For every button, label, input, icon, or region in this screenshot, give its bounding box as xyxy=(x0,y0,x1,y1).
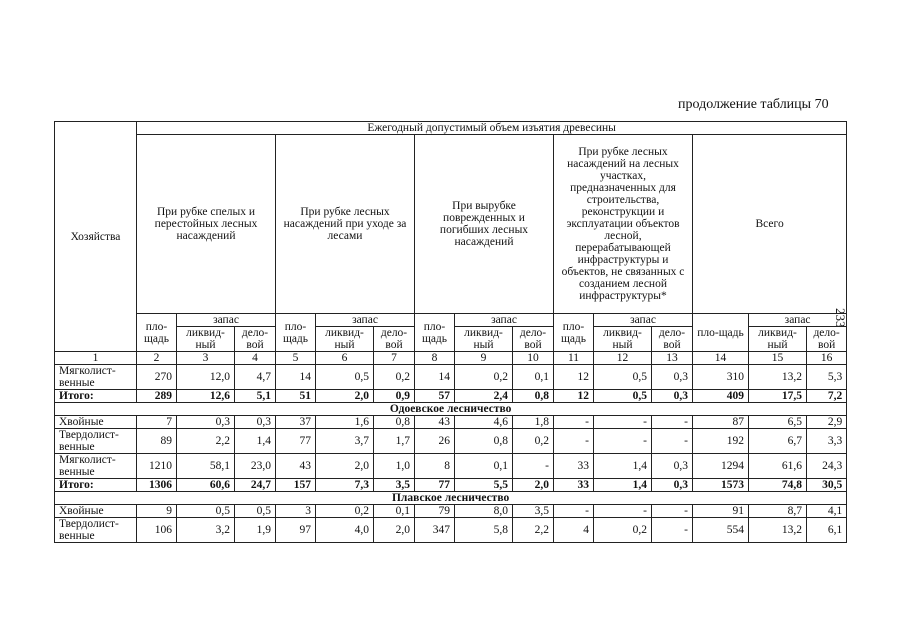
header-stock: запас xyxy=(316,314,415,327)
row-name: Мягколист-венные xyxy=(55,454,137,479)
cell-value: 2,4 xyxy=(455,390,513,403)
table-row xyxy=(55,454,847,479)
cell-value: 3 xyxy=(276,505,316,518)
cell-value: 14 xyxy=(415,365,455,390)
cell-value: 26 xyxy=(415,429,455,454)
header-business: дело-вой xyxy=(513,327,554,352)
cell-value: 7,3 xyxy=(316,479,374,492)
cell-value: - xyxy=(554,505,594,518)
cell-value: 0,8 xyxy=(374,416,415,429)
cell-value: 0,3 xyxy=(177,416,235,429)
cell-value: 1,8 xyxy=(513,416,554,429)
table-row xyxy=(55,505,847,518)
cell-value: 79 xyxy=(415,505,455,518)
cell-value: 0,3 xyxy=(652,390,693,403)
header-stock: запас xyxy=(594,314,693,327)
cell-value: 4,0 xyxy=(316,518,374,543)
cell-value: 74,8 xyxy=(749,479,807,492)
cell-value: 12,6 xyxy=(177,390,235,403)
cell-value: 1,6 xyxy=(316,416,374,429)
cell-value: 0,2 xyxy=(513,429,554,454)
cell-value: 1,4 xyxy=(594,479,652,492)
cell-value: 289 xyxy=(137,390,177,403)
cell-value: 1,7 xyxy=(374,429,415,454)
cell-value: 30,5 xyxy=(807,479,847,492)
header-stock: запас xyxy=(749,314,847,327)
cell-value: - xyxy=(652,429,693,454)
header-stock: запас xyxy=(177,314,276,327)
cell-value: 0,3 xyxy=(235,416,276,429)
cell-value: 2,0 xyxy=(316,454,374,479)
cell-value: 0,1 xyxy=(513,365,554,390)
header-area: пло-щадь xyxy=(276,314,316,352)
cell-value: 1,9 xyxy=(235,518,276,543)
header-liquid: ликвид-ный xyxy=(316,327,374,352)
cell-value: 24,7 xyxy=(235,479,276,492)
cell-value: 4,1 xyxy=(807,505,847,518)
cell-value: 1573 xyxy=(693,479,749,492)
cell-value: - xyxy=(594,429,652,454)
cell-value: 13,2 xyxy=(749,365,807,390)
cell-value: 2,0 xyxy=(374,518,415,543)
cell-value: 3,2 xyxy=(177,518,235,543)
section-plavsk-row xyxy=(55,492,847,505)
cell-value: 3,5 xyxy=(374,479,415,492)
cell-value: 17,5 xyxy=(749,390,807,403)
cell-value: 157 xyxy=(276,479,316,492)
header-farm: Хозяйства xyxy=(55,122,137,352)
cell-value: 33 xyxy=(554,454,594,479)
cell-value: 2,9 xyxy=(807,416,847,429)
cell-value: 13,2 xyxy=(749,518,807,543)
cell-value: 51 xyxy=(276,390,316,403)
cell-value: 270 xyxy=(137,365,177,390)
cell-value: 1210 xyxy=(137,454,177,479)
cell-value: 1,4 xyxy=(235,429,276,454)
header-liquid: ликвид-ный xyxy=(594,327,652,352)
header-liquid: ликвид-ный xyxy=(177,327,235,352)
table-row xyxy=(55,429,847,454)
cell-value: 3,3 xyxy=(807,429,847,454)
cell-value: - xyxy=(652,416,693,429)
cell-value: 409 xyxy=(693,390,749,403)
cell-value: 5,3 xyxy=(807,365,847,390)
cell-value: 0,1 xyxy=(374,505,415,518)
column-number: 5 xyxy=(276,352,316,365)
column-number: 4 xyxy=(235,352,276,365)
header-business: дело-вой xyxy=(652,327,693,352)
header-main: Ежегодный допустимый объем изъятия древесины xyxy=(137,122,847,135)
table-row xyxy=(55,365,847,390)
cell-value: 0,2 xyxy=(374,365,415,390)
row-name: Хвойные xyxy=(55,505,137,518)
cell-value: 14 xyxy=(276,365,316,390)
cell-value: 4,7 xyxy=(235,365,276,390)
section-odoev: Одоевское лесничество xyxy=(55,403,847,416)
cell-value: 7 xyxy=(137,416,177,429)
cell-value: 37 xyxy=(276,416,316,429)
column-number: 7 xyxy=(374,352,415,365)
cell-value: 4,6 xyxy=(455,416,513,429)
cell-value: - xyxy=(554,429,594,454)
cell-value: - xyxy=(652,518,693,543)
cell-value: 0,1 xyxy=(455,454,513,479)
header-area: пло-щадь xyxy=(693,314,749,352)
table-row xyxy=(55,416,847,429)
cell-value: 12 xyxy=(554,365,594,390)
cell-value: 0,5 xyxy=(594,390,652,403)
cell-value: 7,2 xyxy=(807,390,847,403)
header-area: пло-щадь xyxy=(554,314,594,352)
cell-value: 77 xyxy=(276,429,316,454)
cell-value: 6,7 xyxy=(749,429,807,454)
cell-value: 0,8 xyxy=(455,429,513,454)
cell-value: 24,3 xyxy=(807,454,847,479)
cell-value: 57 xyxy=(415,390,455,403)
header-group-2: При рубке лесных насаждений при уходе за лесами xyxy=(276,135,415,314)
cell-value: 0,5 xyxy=(177,505,235,518)
cell-value: 0,3 xyxy=(652,454,693,479)
cell-value: 2,2 xyxy=(177,429,235,454)
column-number: 14 xyxy=(693,352,749,365)
cell-value: 554 xyxy=(693,518,749,543)
total-row xyxy=(55,479,847,492)
cell-value: 2,0 xyxy=(513,479,554,492)
cell-value: 23,0 xyxy=(235,454,276,479)
cell-value: 0,5 xyxy=(235,505,276,518)
row-name: Итого: xyxy=(55,479,137,492)
cell-value: 0,8 xyxy=(513,390,554,403)
cell-value: 77 xyxy=(415,479,455,492)
cell-value: 1306 xyxy=(137,479,177,492)
cell-value: 3,7 xyxy=(316,429,374,454)
cell-value: - xyxy=(594,416,652,429)
cell-value: 2,0 xyxy=(316,390,374,403)
cell-value: 6,5 xyxy=(749,416,807,429)
forest-harvest-table xyxy=(54,121,847,543)
cell-value: 5,8 xyxy=(455,518,513,543)
row-name: Твердолист-венные xyxy=(55,518,137,543)
cell-value: 9 xyxy=(137,505,177,518)
cell-value: - xyxy=(594,505,652,518)
cell-value: - xyxy=(513,454,554,479)
table-caption: продолжение таблицы 70 xyxy=(678,97,829,112)
page-number: 233 xyxy=(833,308,848,328)
cell-value: 347 xyxy=(415,518,455,543)
cell-value: 1294 xyxy=(693,454,749,479)
cell-value: 0,3 xyxy=(652,365,693,390)
table-row xyxy=(55,518,847,543)
cell-value: 310 xyxy=(693,365,749,390)
cell-value: 87 xyxy=(693,416,749,429)
cell-value: 12,0 xyxy=(177,365,235,390)
cell-value: 33 xyxy=(554,479,594,492)
cell-value: 8,7 xyxy=(749,505,807,518)
cell-value: 1,0 xyxy=(374,454,415,479)
column-number: 13 xyxy=(652,352,693,365)
cell-value: 97 xyxy=(276,518,316,543)
cell-value: 58,1 xyxy=(177,454,235,479)
column-number: 16 xyxy=(807,352,847,365)
column-number: 6 xyxy=(316,352,374,365)
cell-value: 0,5 xyxy=(316,365,374,390)
cell-value: 43 xyxy=(415,416,455,429)
cell-value: 192 xyxy=(693,429,749,454)
column-number: 2 xyxy=(137,352,177,365)
column-number: 3 xyxy=(177,352,235,365)
cell-value: 4 xyxy=(554,518,594,543)
cell-value: 0,2 xyxy=(316,505,374,518)
cell-value: 0,5 xyxy=(594,365,652,390)
header-group-5: Всего xyxy=(693,135,847,314)
header-business: дело-вой xyxy=(235,327,276,352)
cell-value: 89 xyxy=(137,429,177,454)
header-business: дело-вой xyxy=(374,327,415,352)
cell-value: - xyxy=(652,505,693,518)
column-number: 8 xyxy=(415,352,455,365)
cell-value: 8,0 xyxy=(455,505,513,518)
cell-value: 0,2 xyxy=(455,365,513,390)
row-name: Мягколист-венные xyxy=(55,365,137,390)
row-name: Твердолист-венные xyxy=(55,429,137,454)
header-area: пло-щадь xyxy=(415,314,455,352)
cell-value: 0,9 xyxy=(374,390,415,403)
header-group-1: При рубке спелых и перестойных лесных насаждений xyxy=(137,135,276,314)
column-number: 15 xyxy=(749,352,807,365)
column-number: 1 xyxy=(55,352,137,365)
header-group-3: При вырубке поврежденных и погибших лесных насаждений xyxy=(415,135,554,314)
header-stock: запас xyxy=(455,314,554,327)
cell-value: - xyxy=(554,416,594,429)
cell-value: 8 xyxy=(415,454,455,479)
cell-value: 61,6 xyxy=(749,454,807,479)
column-number: 9 xyxy=(455,352,513,365)
total-row xyxy=(55,390,847,403)
row-name: Хвойные xyxy=(55,416,137,429)
section-odoev-row xyxy=(55,403,847,416)
cell-value: 6,1 xyxy=(807,518,847,543)
header-group-4: При рубке лесных насаждений на лесных участках, предназначенных для строительства, реконструкции и эксплуатации объектов лесной, перерабатывающей инфраструктуры и объектов, не связанных с созданием лесной инфраструктуры* xyxy=(554,135,693,314)
column-number: 11 xyxy=(554,352,594,365)
cell-value: 12 xyxy=(554,390,594,403)
cell-value: 91 xyxy=(693,505,749,518)
section-plavsk: Плавское лесничество xyxy=(55,492,847,505)
cell-value: 60,6 xyxy=(177,479,235,492)
row-name: Итого: xyxy=(55,390,137,403)
cell-value: 1,4 xyxy=(594,454,652,479)
cell-value: 5,1 xyxy=(235,390,276,403)
header-area: пло-щадь xyxy=(137,314,177,352)
header-business: дело-вой xyxy=(807,327,847,352)
header-liquid: ликвид-ный xyxy=(749,327,807,352)
header-liquid: ликвид-ный xyxy=(455,327,513,352)
cell-value: 2,2 xyxy=(513,518,554,543)
column-number: 12 xyxy=(594,352,652,365)
cell-value: 5,5 xyxy=(455,479,513,492)
cell-value: 43 xyxy=(276,454,316,479)
cell-value: 106 xyxy=(137,518,177,543)
cell-value: 3,5 xyxy=(513,505,554,518)
cell-value: 0,3 xyxy=(652,479,693,492)
cell-value: 0,2 xyxy=(594,518,652,543)
column-number: 10 xyxy=(513,352,554,365)
